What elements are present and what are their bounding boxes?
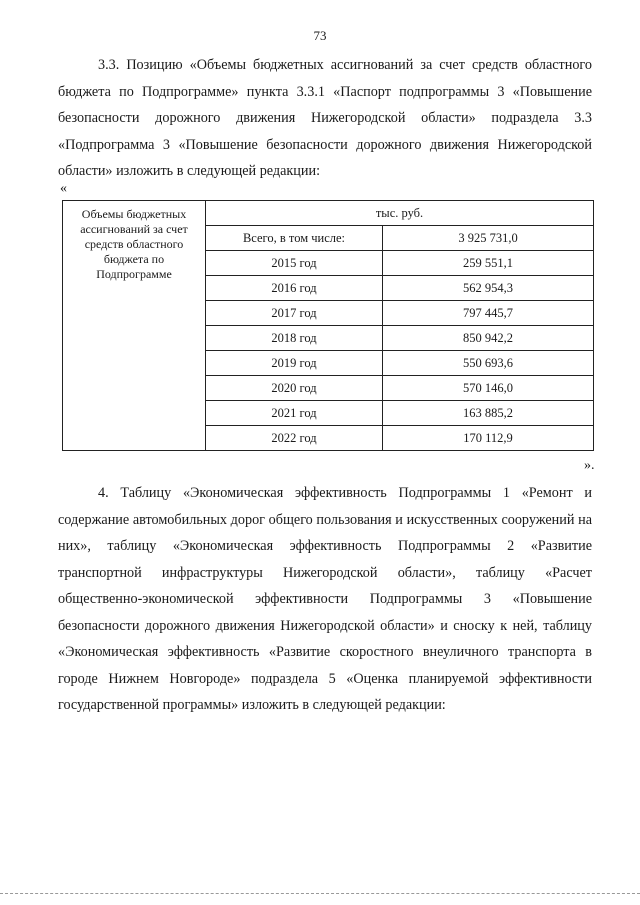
value-cell: 550 693,6 [383,351,594,376]
year-cell: 2022 год [206,426,383,451]
paragraph-3-3: 3.3. Позицию «Объемы бюджетных ассигнований за счет средств областного бюджета по Подпрограмме» пункта 3.3.1 «Паспорт подпрограммы 3 «Повышение безопасности дорожного движения Нижегородской области» подраздела 3.3 «Подпрограмма 3 «Повышение безопасности дорожного движения Нижегородской области» изложить в следующей редакции: [58,57,592,179]
year-cell: 2020 год [206,376,383,401]
year-cell: 2016 год [206,276,383,301]
closing-quote: ». [584,458,595,473]
table-row [63,201,594,226]
value-cell: 170 112,9 [383,426,594,451]
value-cell: 570 146,0 [383,376,594,401]
page-number: 73 [313,28,327,43]
row-header-cell: Объемы бюджетных ассигнований за счет средств областного бюджета по Подпрограмме [63,201,206,451]
year-cell: 2015 год [206,251,383,276]
budget-table [62,200,594,451]
opening-quote: « [60,181,67,196]
value-cell: 562 954,3 [383,276,594,301]
scan-edge-line [0,893,640,894]
value-cell: 163 885,2 [383,401,594,426]
year-cell: 2017 год [206,301,383,326]
year-cell: 2018 год [206,326,383,351]
value-cell: 850 942,2 [383,326,594,351]
value-cell: 797 445,7 [383,301,594,326]
total-value-cell: 3 925 731,0 [383,226,594,251]
value-cell: 259 551,1 [383,251,594,276]
paragraph-4: 4. Таблицу «Экономическая эффективность Подпрограммы 1 «Ремонт и содержание автомобильных дорог общего пользования и искусственных сооружений на них», таблицу «Экономическая эффективность Подпрограммы 2 «Развитие транспортной инфраструктуры Нижегородской области», таблицу «Расчет общественно-экономической эффективности Подпрограммы 3 «Повышение безопасности дорожного движения Нижегородской области» и сноску к ней, таблицу «Экономическая эффективность «Развитие скоростного внеуличного транспорта в городе Нижнем Новгороде» подраздела 5 «Оценка планируемой эффективности государственной программы» изложить в следующей редакции: [58,485,592,713]
unit-cell: тыс. руб. [206,201,594,226]
total-label-cell: Всего, в том числе: [206,226,383,251]
year-cell: 2021 год [206,401,383,426]
year-cell: 2019 год [206,351,383,376]
